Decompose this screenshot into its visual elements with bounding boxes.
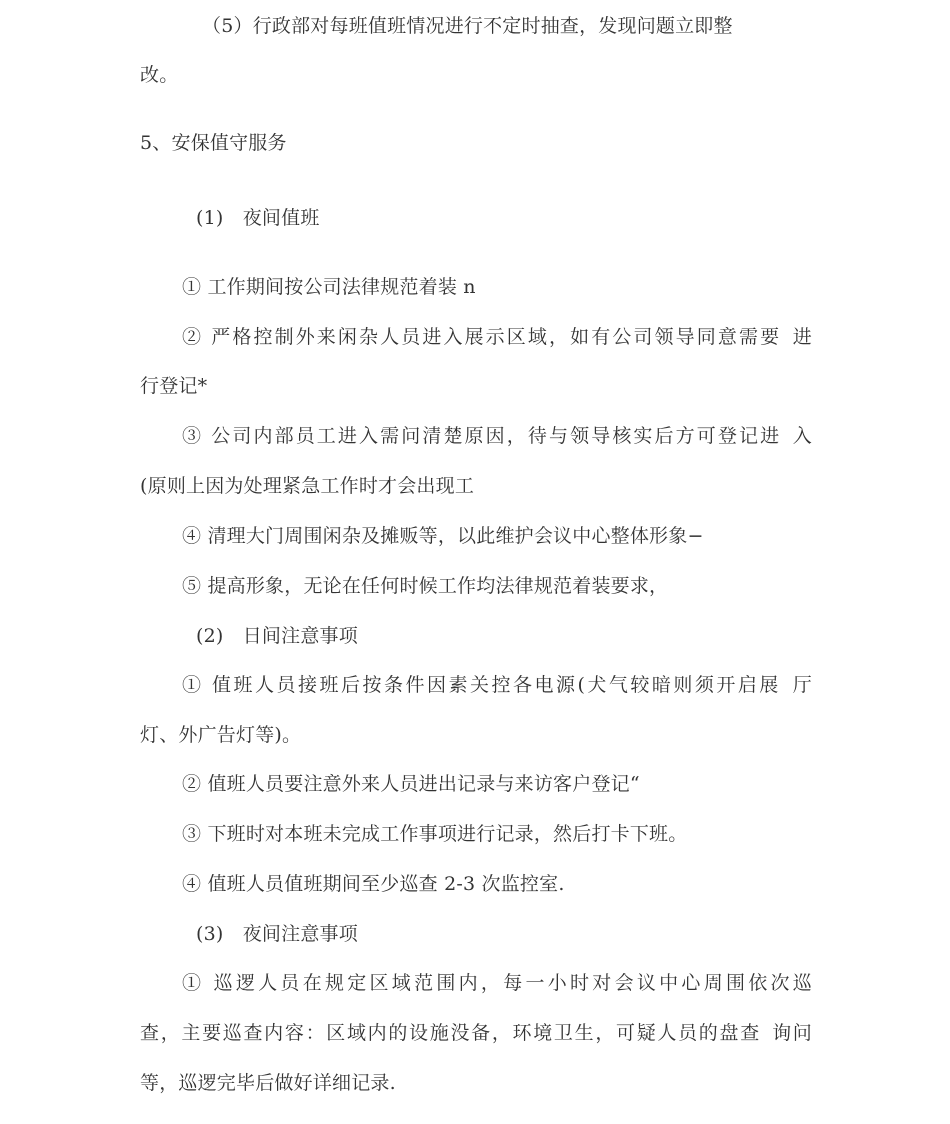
list-item-continuation: 行登记* [140,375,208,397]
list-item: ④ 清理大门周围闲杂及摊贩等，以此维护会议中心整体形象− [182,525,704,547]
list-item: ⑤ 提高形象，无论在任何时候工作均法律规范着装要求， [182,575,669,597]
list-item: ④ 值班人员值班期间至少巡查 2-3 次监控室. [182,873,565,895]
list-item: ③ 下班时对本班未完成工作事项进行记录，然后打卡下班。 [182,823,688,845]
list-item: ② 值班人员要注意外来人员进出记录与来访客户登记“ [182,773,640,795]
subheading-night-duty: (1) 夜间值班 [196,207,320,229]
list-item-continuation: 等，巡逻完毕后做好详细记录. [140,1072,396,1094]
list-item: ③ 公司内部员工进入需问清楚原因，待与领导核实后方可登记进 入 [182,425,812,447]
list-item-continuation: (原则上因为处理紧急工作时才会出现工 [140,475,475,497]
paragraph-5-line-1: （5）行政部对每班值班情况进行不定时抽查，发现问题立即整 [202,15,733,37]
list-item: ① 巡逻人员在规定区域范围内，每一小时对会议中心周围依次巡 [182,972,812,994]
section-heading: 5、安保值守服务 [140,132,287,154]
list-item: ② 严格控制外来闲杂人员进入展示区域，如有公司领导同意需要 进 [182,326,812,348]
list-item-continuation: 查，主要巡查内容：区域内的设施没备，环境卫生，可疑人员的盘查 询问 [140,1022,812,1044]
subheading-day-notes: (2) 日间注意事项 [196,625,358,647]
paragraph-5-line-2: 改。 [140,64,179,86]
subheading-night-notes: (3) 夜间注意事项 [196,923,358,945]
list-item: ① 工作期间按公司法律规范着装 n [182,276,476,298]
list-item: ① 值班人员接班后按条件因素关控各电源(犬气较暗则须开启展 厅 [182,674,812,696]
list-item-continuation: 灯、外广告灯等)。 [140,724,302,746]
